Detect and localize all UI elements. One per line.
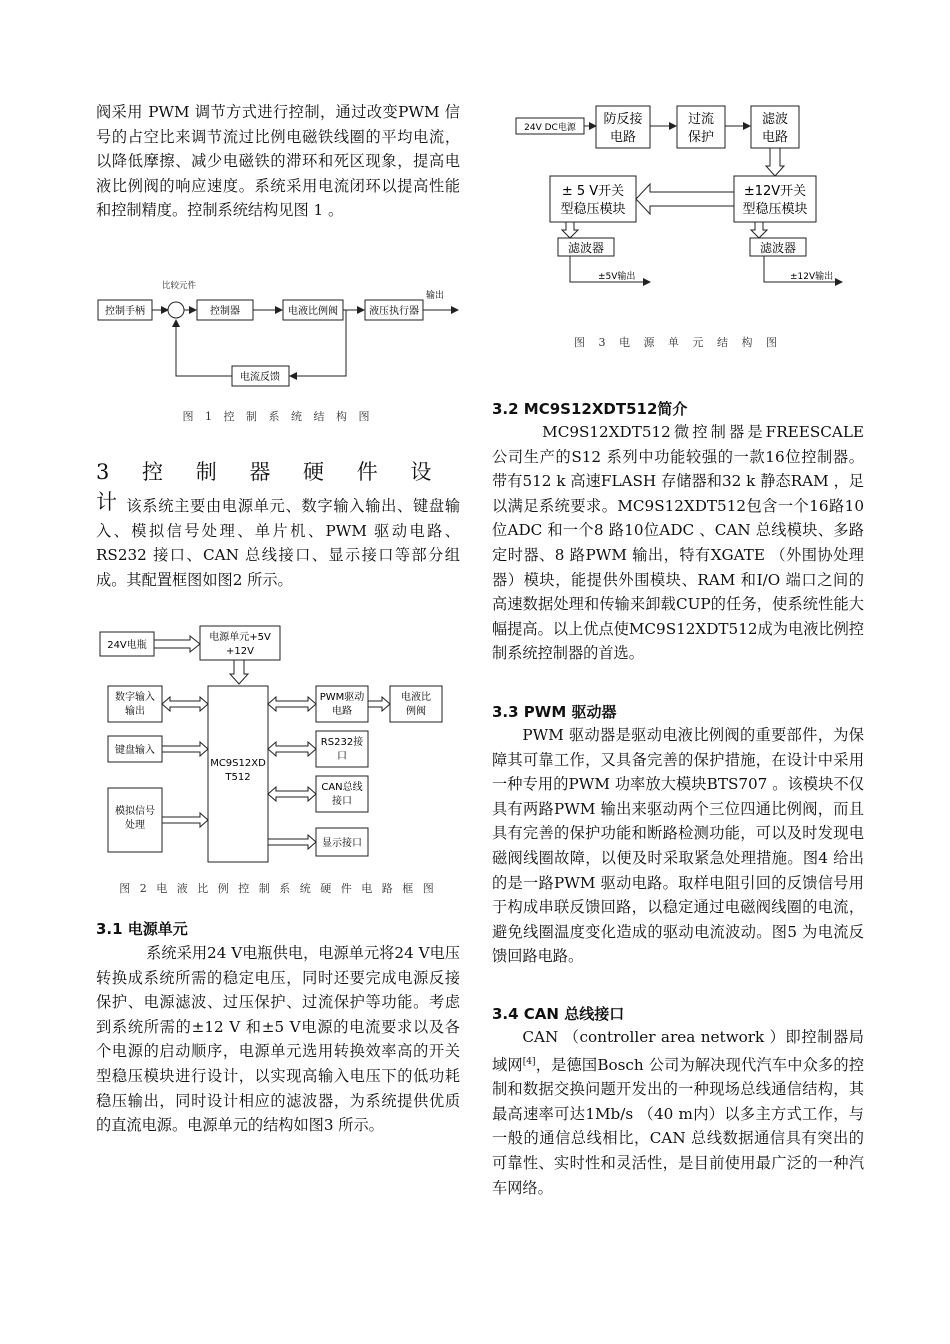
analog-line2: 处理 — [125, 820, 145, 831]
filter-circuit-line1: 滤波 — [761, 112, 789, 127]
figure1-caption: 图 1 控 制 系 统 结 构 图 — [182, 410, 374, 423]
filter-circuit-line2: 电路 — [761, 130, 789, 145]
sec32-paragraph: MC9S12XDT512微控制器是FREESCALE 公司生产的S12 系列中功能较强的一款16位控制器。带有512 k 高速FLASH 存储器和32 k 静态RAM ，足以满足系统要求。MC9S12XDT512包含一个16路10位ADC 和一个8 路10位ADC 、CAN 总线模块、多路定时器、8 路PWM 输出，特有XGATE （外围协处理器）模块，能提供外围模块、RAM 和I/O 端口之间的高速数据处理和传输来卸载CUP的任务，使系统性能大幅提高。以上优点使MC9S12XDT512成为电液比例控制系统控制器的首选。 — [492, 423, 864, 663]
can-line2: 接口 — [332, 796, 352, 807]
sec33-paragraph: PWM 驱动器是驱动电液比例阀的重要部件，为保障其可靠工作，又具备完善的保护措施，在设计中采用一种专用的PWM 功率放大模块BTS707 。该模块不仅具有两路PWM 输出来驱动两个三位四通比例阀，而且具有完善的保护功能和断路检测功能，可以及时发现电磁阀线圈故障，以便及时采取紧急处理措施。图4 给出的是一路PWM 驱动电路。取样电阻引回的反馈信号用于构成串联反馈回路，以稳定通过电磁阀线圈的电流，避免线圈温度变化造成的驱动电流波动。图5 为电流反馈回路电路。 — [492, 726, 864, 966]
output-label: 输出 — [426, 291, 445, 301]
figure2-caption: 图 2 电 液 比 例 控 制 系 统 硬 件 电 路 框 图 — [119, 882, 437, 895]
overcurrent-line2: 保护 — [687, 130, 715, 145]
digital-io-line1: 数字输入 — [115, 692, 155, 703]
reg12-line2: 型稳压模块 — [742, 202, 808, 217]
sec33-heading: 3.3 PWM 驱动器 — [492, 703, 617, 721]
figure3-caption: 图 3 电 源 单 元 结 构 图 — [574, 336, 782, 349]
mcu-line1: MC9S12XD — [210, 758, 266, 769]
sec31-heading: 3.1 电源单元 — [96, 920, 188, 938]
sec34-text-part1: CAN （controller area network ）即控制器局域网 — [492, 1028, 864, 1074]
keyboard-label: 键盘输入 — [115, 745, 155, 756]
reg5-line2: 型稳压模块 — [560, 202, 626, 217]
dc-source-label: 24V DC电源 — [524, 123, 576, 133]
filter1-label: 滤波器 — [567, 241, 605, 255]
sec34-paragraph — [492, 1025, 864, 1200]
mcu-line2: T512 — [225, 772, 251, 783]
section3-heading: 3 控 制 器 硬 件 设 计 — [96, 460, 445, 514]
power-unit-diagram — [502, 96, 852, 300]
block-feedback-label: 电流反馈 — [240, 372, 280, 383]
out12-label: ±12V输出 — [790, 272, 834, 282]
reverse-protect-line2: 电路 — [609, 130, 637, 145]
block-actuator-label: 液压执行器 — [369, 306, 419, 317]
control-system-diagram — [96, 278, 460, 390]
overcurrent-line1: 过流 — [687, 112, 715, 127]
hardware-diagram — [96, 616, 460, 866]
pwm-drive-line1: PWM驱动 — [319, 692, 365, 703]
comparator-circle — [168, 302, 184, 318]
block-handle-label: 控制手柄 — [105, 306, 145, 317]
reference-marker[interactable]: [4] — [522, 1056, 536, 1067]
digital-io-line2: 输出 — [125, 706, 145, 717]
block-valve-label: 电液比例阀 — [288, 306, 338, 317]
intro-paragraph: 阀采用 PWM 调节方式进行控制，通过改变PWM 信号的占空比来调节流过比例电磁铁线圈的平均电流，以降低摩擦、减少电磁铁的滞环和死区现象，提高电液比例阀的响应速度。系统采用电流闭环以提高性能和控制精度。控制系统结构见图 1 。 — [96, 103, 460, 220]
reg5-line1: ± 5 V开关 — [561, 184, 625, 199]
battery-label: 24V电瓶 — [107, 640, 147, 651]
power-unit-line1: 电源单元+5V — [209, 632, 271, 643]
analog-line1: 模拟信号 — [115, 806, 155, 817]
out5-label: ±5V输出 — [598, 272, 636, 282]
filter2-label: 滤波器 — [759, 241, 797, 255]
reg12-line1: ±12V开关 — [743, 184, 807, 199]
display-label: 显示接口 — [322, 838, 362, 849]
power-unit-line2: +12V — [226, 646, 254, 657]
reverse-protect-line1: 防反接 — [603, 112, 643, 127]
comparator-label: 比较元件 — [162, 281, 197, 291]
sec31-paragraph: 系统采用24 V电瓶供电，电源单元将24 V电压转换成系统所需的稳定电压，同时还要完成电源反接保护、电源滤波、过压保护、过流保护等功能。考虑到系统所需的±12 V 和±5 V电源的电流要求以及各个电源的启动顺序，电源单元选用转换效率高的开关型稳压模块进行设计，以实现高输入电压下的低功耗稳压输出，同时设计相应的滤波器，为系统提供优质的直流电源。电源单元的结构如图3 所示。 — [96, 944, 460, 1135]
block-controller-label: 控制器 — [210, 306, 240, 317]
sec34-heading: 3.4 CAN 总线接口 — [492, 1005, 625, 1023]
valve-line2: 例阀 — [406, 706, 426, 717]
rs232-line1: RS232接 — [320, 737, 364, 748]
pwm-drive-line2: 电路 — [332, 706, 352, 717]
section3-paragraph: 该系统主要由电源单元、数字输入输出、键盘输入、模拟信号处理、单片机、PWM 驱动电路、RS232 接口、CAN 总线接口、显示接口等部分组成。其配置框图如图2 所示。 — [96, 497, 460, 589]
sec34-text-part2: ，是德国Bosch 公司为解决现代汽车中众多的控制和数据交换问题开发出的一种现场总线通信结构，其最高速率可达1Mb/s （40 m内）以多主方式工作，与一般的通信总线相比，CAN 总线数据通信具有突出的可靠性、实时性和灵活性，是目前使用最广泛的一种汽车网络。 — [492, 1055, 865, 1197]
valve-line1: 电液比 — [401, 692, 431, 703]
rs232-line2: 口 — [337, 751, 347, 762]
sec32-heading: 3.2 MC9S12XDT512简介 — [492, 400, 688, 418]
can-line1: CAN总线 — [321, 782, 363, 793]
